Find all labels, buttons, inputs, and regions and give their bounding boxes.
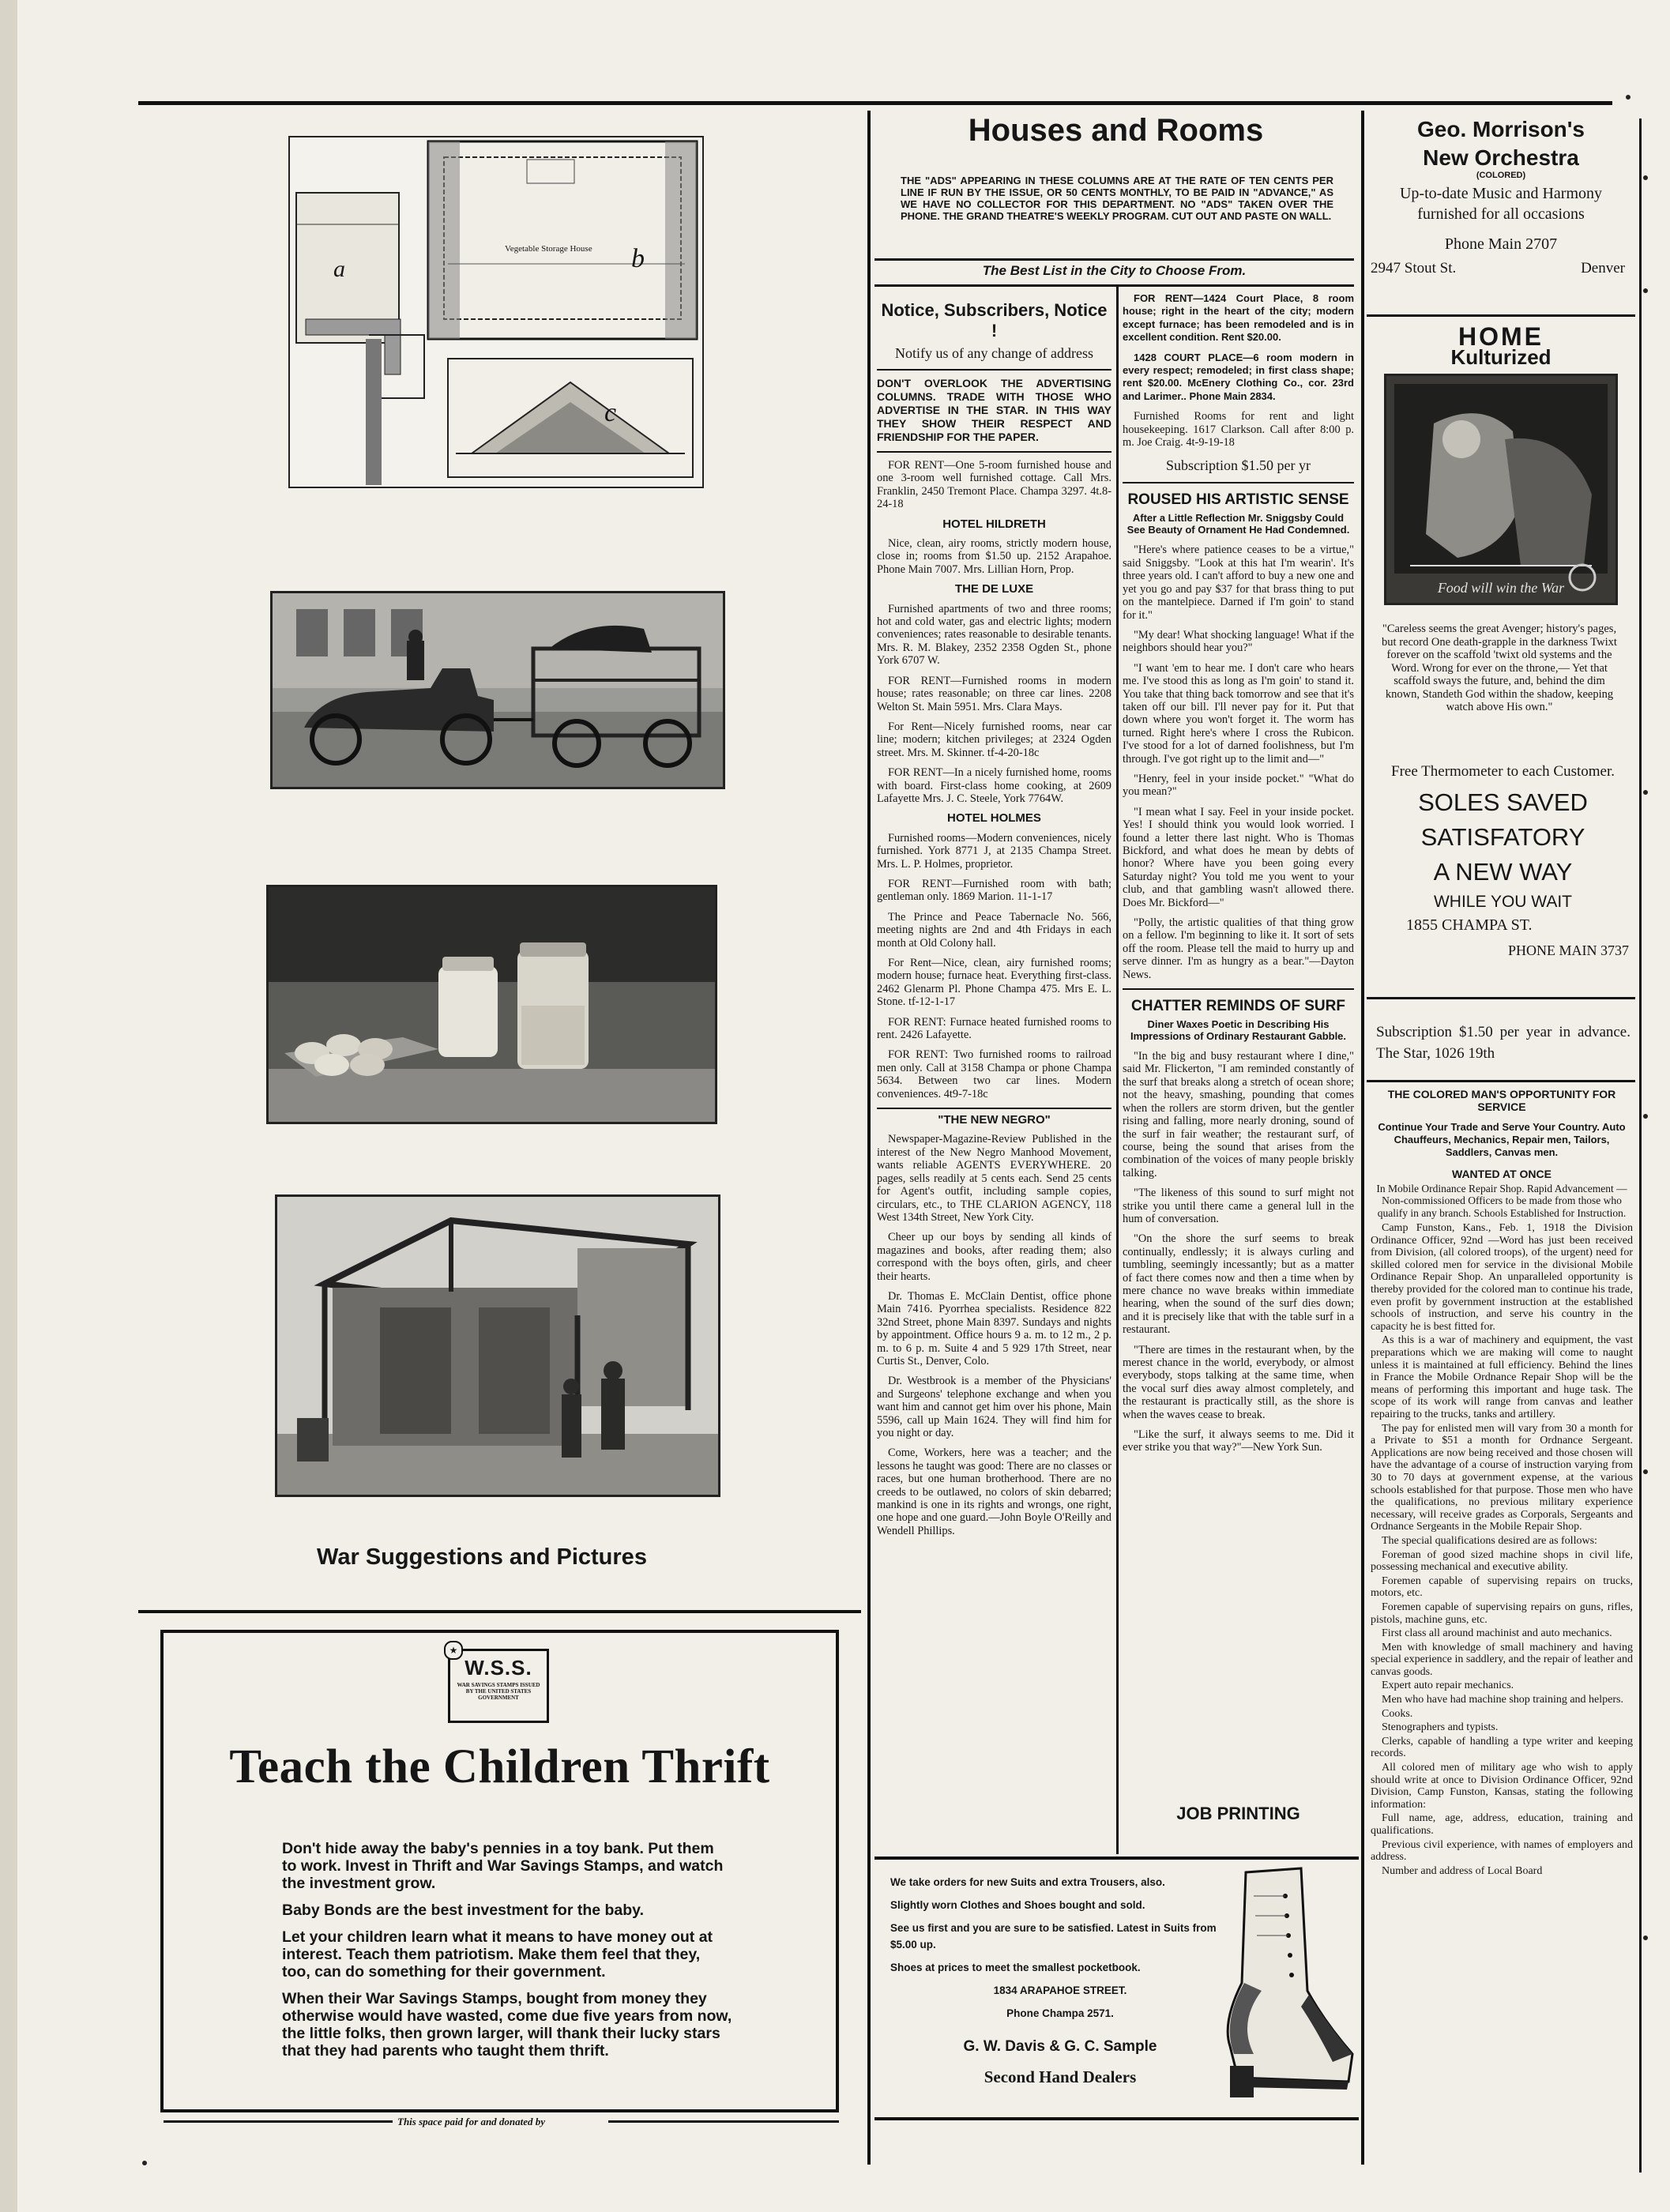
davis-ad-line: 1834 ARAPAHOE STREET. xyxy=(993,1984,1127,1996)
soles-while-you-wait-line: WHILE YOU WAIT xyxy=(1433,893,1572,911)
wss-badge xyxy=(448,1649,549,1723)
classified-ad: Nice, clean, airy rooms, strictly modern house, close in; rooms from $1.50 up. 2152 Arapahoe. Phone Main 7007. Mrs. Lillian Horn, Prop. xyxy=(877,537,1111,576)
notice-text: Notify us of any change of address xyxy=(895,345,1093,361)
binding-dot xyxy=(1643,175,1648,180)
banner-rule-top xyxy=(874,258,1354,261)
home-kulturized-poster xyxy=(1384,374,1618,605)
davis-ad-line: Slightly worn Clothes and Shoes bought and sold. xyxy=(890,1899,1145,1911)
middle-inner-divider xyxy=(1116,286,1119,1854)
story-artistic-sense-subhead: After a Little Reflection Mr. Sniggsby Could See Beauty of Ornament He Had Condemned. xyxy=(1126,512,1350,536)
thrift-ad-body xyxy=(282,1840,732,2060)
story-paragraph: "Polly, the artistic qualities of that thing grow on a fellow. I'm beginning to like it. It sort of sets off the room. Please tell the maid to hurry up and serve dinner. I'm as hungry as a bear."—Dayton News. xyxy=(1123,916,1354,981)
houses-rooms-intro: THE "ADS" APPEARING IN THESE COLUMNS ARE AT THE RATE OF TEN CENTS PER LINE IF RUN BY THE ISSUE, OR 50 CENTS MONTHLY, TO BE PAID IN "ADVANCE," AS WE HAVE NO COLLECTOR FOR THIS DEPARTMENT. NO "ADS" TAKEN OVER THE PHONE. THE GRAND THEATRE'S WEEKLY PROGRAM. CUT OUT AND PASTE ON WALL. xyxy=(901,175,1333,222)
classified-ad: Furnished Rooms for rent and light housekeeping. 1617 Clarkson. Call after 8:00 p. m. Joe Craig. 4t-9-19-18 xyxy=(1123,410,1354,450)
orchestra-address-row xyxy=(1371,257,1631,280)
story-paragraph: "My dear! What shocking language! What if the neighbors should hear you?" xyxy=(1123,628,1354,655)
soles-address: 1855 CHAMPA ST. xyxy=(1406,916,1533,934)
job-printing-heading: JOB PRINTING xyxy=(1176,1804,1300,1823)
left-binding-edge xyxy=(0,0,17,2212)
orchestra-address: 2947 Stout St. xyxy=(1371,260,1457,276)
thrift-paragraph: Don't hide away the baby's pennies in a toy bank. Put them to work. Invest in Thrift and War Savings Stamps, and watch the investment grow. xyxy=(282,1840,724,1892)
classifieds-column-2 xyxy=(1123,292,1354,1853)
soles-saved-ad xyxy=(1371,763,1635,959)
davis-ad-rule-top xyxy=(874,1856,1359,1860)
binding-dot xyxy=(1643,288,1648,293)
orchestra-city: Denver xyxy=(1581,260,1625,276)
thrift-footer-rule xyxy=(164,2120,393,2123)
classified-ad: FOR RENT: Furnace heated furnished rooms to rent. 2426 Lafayette. xyxy=(877,1015,1111,1042)
thrift-ad-footer: This space paid for and donated by xyxy=(397,2116,546,2127)
davis-ad-line: See us first and you are sure to be satisfied. Latest in Suits from $5.00 up. xyxy=(890,1922,1217,1951)
article-paragraph: First class all around machinist and auto mechanics. xyxy=(1382,1627,1612,1640)
home-kulturized-title: HOME xyxy=(1458,322,1544,351)
classified-ad: Newspaper-Magazine-Review Published in the interest of the New Negro Manhood Movement, wants reliable AGENTS EVERYWHERE. 20 pages, sells readily at 5 cents each. Send 25 cents for Agent's outfit, including sample copies, circulars, etc., to THE CLARION AGENCY, 118 West 134th Street, New York City. xyxy=(877,1133,1111,1224)
classified-ad: FOR RENT—Furnished rooms in modern house; rates reasonable; on three car lines. 2208 Welton St. Main 5951. Mrs. Clara Mays. xyxy=(877,674,1111,713)
houses-rooms-title: Houses and Rooms xyxy=(968,113,1264,148)
classified-ad: Cheer up our boys by sending all kinds of magazines and books, after reading them; also correspond with the boys often, girls, and cheer their hearts. xyxy=(877,1231,1111,1283)
binding-dot xyxy=(1643,1114,1648,1119)
hotel-holmes-heading: HOTEL HOLMES xyxy=(947,811,1041,826)
top-rule xyxy=(138,101,1612,105)
car-trailer-image xyxy=(273,593,723,787)
avenger-poem: "Careless seems the great Avenger; history's pages, but record One death-grapple in the darkness Twixt forever on the scaffold 'twixt old systems and the Word. Wrong for ever on the throne,— Yet that scaffold sways the future, and, behind the dim known, Standeth God within the shadow, keeping watch above His own." xyxy=(1382,623,1617,713)
star-subscription-notice: Subscription $1.50 per year in advance. The Star, 1026 19th xyxy=(1376,1024,1631,1062)
classifieds-column-1 xyxy=(877,292,1111,1853)
story-paragraph: "The likeness of this sound to surf might not strike you until there came a general lull in the hum of conversation. xyxy=(1123,1187,1354,1225)
food-jars-image xyxy=(269,887,715,1122)
soles-phone: PHONE MAIN 3737 xyxy=(1508,942,1629,958)
story-rule xyxy=(1123,988,1354,990)
wanted-subtext: In Mobile Ordinance Repair Shop. Rapid Advancement — Non-commissioned Officers to be made from those who qualify in any branch. Schools Established for Instruction. xyxy=(1376,1182,1627,1219)
story-paragraph: "There are times in the restaurant when, by the merest chance in the world, everybody, or almost everybody, stops talking at the same time, when the vocal surf dies away almost completely, and the restaurant is practically still, as the shore is when the waves cease to break. xyxy=(1123,1343,1354,1421)
plan-label-a: a xyxy=(333,256,345,282)
story-paragraph: "I mean what I say. Feel in your inside pocket. Yes! I should think you would look worried. I found a letter there last night. Who is Thomas Bickford, and what does he mean by debts of honor? Where have you been going every Saturday night? You told me you went to your club, and that gambling wasn't allowed there. Does Mr. Bickford—" xyxy=(1123,805,1354,909)
classified-ad: FOR RENT—In a nicely furnished home, rooms with board. First-class home cooking, at 2609 Lafayette Mrs. J. C. Steele, York 7764W. xyxy=(877,766,1111,805)
article-paragraph: Men with knowledge of small machinery and having special experience in saddlery, and the repair of leather and canvas goods. xyxy=(1371,1641,1633,1678)
binding-dot xyxy=(1643,1469,1648,1474)
column-divider-2 xyxy=(1361,111,1364,2165)
curing-shed-photo xyxy=(275,1194,720,1497)
article-paragraph: The pay for enlisted men will vary from 30 a month for a Private to $51 a month for Ordnance Sergeant. Applications are now being received and those chosen will have the advantage of a course of instruction varying from 30 to 70 days at government expense, at the various schools established for that purpose. Those men who have the qualifications, no previous military experience necessary, will receive grades as Corporals, Sergeants and Ordnance Sergeants in the Mobile Repair Shop. xyxy=(1371,1422,1633,1533)
article-paragraph: Foreman of good sized machine shops in civil life, possessing mechanical and executive ability. xyxy=(1371,1548,1633,1574)
car-trailer-photo xyxy=(270,591,725,789)
orchestra-name: Geo. Morrison's xyxy=(1416,117,1585,141)
article-paragraph: Stenographers and typists. xyxy=(1382,1721,1499,1734)
wanted-at-once-heading: WANTED AT ONCE xyxy=(1452,1168,1552,1180)
column-divider-1 xyxy=(867,111,871,2165)
story-paragraph: "Henry, feel in your inside pocket." "What do you mean?" xyxy=(1123,772,1354,799)
classified-ad: Dr. Westbrook is a member of the Physicians' and Surgeons' telephone exchange and when you want him and cannot get him over his phone, Main 5596, call up Main 1624. They will find him for you night or day. xyxy=(877,1375,1111,1439)
war-suggestions-caption: War Suggestions and Pictures xyxy=(317,1544,647,1570)
davis-sample-ad xyxy=(874,1864,1359,2101)
classified-ad: FOR RENT: Two furnished rooms to railroad men only. Call at 3158 Champa or phone Champa 5634. Between two car lines. Modern conveniences. 4t9-7-18c xyxy=(877,1048,1111,1100)
new-negro-heading: "THE NEW NEGRO" xyxy=(938,1113,1051,1127)
article-paragraph: The special qualifications desired are as follows: xyxy=(1382,1534,1597,1547)
banner-rule-bottom xyxy=(874,284,1354,287)
plan-label-b: b xyxy=(631,244,645,273)
article-paragraph: Full name, age, address, education, training and qualifications. xyxy=(1371,1812,1633,1837)
thrift-ad-title: Teach the Children Thrift xyxy=(229,1740,770,1793)
orchestra-ad xyxy=(1371,117,1631,280)
curing-shed-image xyxy=(277,1197,718,1495)
boot-illustration xyxy=(1206,1864,1356,2101)
binding-dot xyxy=(1626,95,1631,100)
colored-man-opportunity-article xyxy=(1371,1088,1633,2146)
notice-subscribers-title: Notice, Subscribers, Notice ! xyxy=(881,300,1108,340)
plan-drawing xyxy=(290,137,702,487)
story-paragraph: "On the shore the surf seems to break continually, endlessly; it is always curling and tumbling, seemingly incessantly; but as a matter of fact there comes now and then a time when by mere chance no wave breaks within immediate hearing, when the sound of the surf dies down; and it is precisely like that with the table surf in a restaurant. xyxy=(1123,1232,1354,1337)
orchestra-rule xyxy=(1367,314,1635,317)
best-list-banner: The Best List in the City to Choose From. xyxy=(982,263,1247,278)
davis-ad-line: Phone Champa 2571. xyxy=(1006,2007,1114,2019)
second-hand-dealers: Second Hand Dealers xyxy=(984,2067,1137,2086)
article-paragraph: Men who have had machine shop training and helpers. xyxy=(1382,1694,1623,1706)
story-paragraph: "In the big and busy restaurant where I dine," said Mr. Flickerton, "I am reminded constantly of the surf that breaks along a stretch of ocean shore; not the heavy, smashing, pounding that comes when the rollers are storm driven, but the gentler rising and falling, more nearly droning, sound of the surf in fair weather; the restaurant surf, of course, being the sound that arises from the combination of the voices of many people briskly talking. xyxy=(1123,1050,1354,1179)
classified-ad: FOR RENT—One 5-room furnished house and one 3-room well furnished cottage. Call Mrs. Franklin, 2450 Tremont Place. Champa 3297. 4t.8-24-18 xyxy=(877,459,1111,511)
free-thermometer-line: Free Thermometer to each Customer. xyxy=(1391,763,1615,780)
plan-label-storage: Vegetable Storage House xyxy=(505,244,592,254)
davis-ad-text xyxy=(890,1874,1230,2022)
classified-ad: Come, Workers, here was a teacher; and the lessons he taught was good: There are no classes or races, but one human brotherhood. There are no creeds to be outlawed, no colors of skin debarred; mankind is one in its rights and wrongs, one right, one hope and one guard.—John Boyle O'Reilly and Wendell Phillips. xyxy=(877,1446,1111,1537)
plan-label-c: c xyxy=(604,398,617,427)
ad-rule xyxy=(877,1108,1111,1109)
article-paragraph: Number and address of Local Board xyxy=(1382,1864,1543,1877)
home-kulturized-subtitle: Kulturized xyxy=(1450,345,1552,369)
story-artistic-sense-headline: ROUSED HIS ARTISTIC SENSE xyxy=(1127,491,1349,509)
article-paragraph: Clerks, capable of handling a type writer and keeping records. xyxy=(1371,1735,1633,1760)
story-paragraph: "I want 'em to hear me. I don't care who hears me. I've stood this as long as I'm goin' to stand it. You take that thing back tomorrow and see that it's taken off our bill. I'll never pay for it. Put that down where you won't forget it. The worm has turned. Right here's where I cross the Rubicon. I've stood for a lot of darned foolishness, but I'm through. I've got right up to the limit and—" xyxy=(1123,661,1354,766)
soles-new-way-line: A NEW WAY xyxy=(1433,858,1573,886)
article-paragraph: Previous civil experience, with names of employers and address. xyxy=(1371,1838,1633,1864)
thrift-paragraph: Baby Bonds are the best investment for the baby. xyxy=(282,1902,644,1919)
soles-satisfactory-line: SATISFATORY xyxy=(1420,823,1585,851)
thrift-paragraph: When their War Savings Stamps, bought from money they otherwise would have wasted, come due five years from now, the little folks, then grown larger, will thank their lucky stars that they had parents who taught them thrift. xyxy=(282,1990,732,2060)
story-surf-headline: CHATTER REMINDS OF SURF xyxy=(1131,998,1345,1015)
orchestra-phone: Phone Main 2707 xyxy=(1444,235,1558,253)
thrift-ad-box xyxy=(160,1630,839,2112)
soles-saved-line: SOLES SAVED xyxy=(1418,788,1588,816)
storage-house-plan-figure xyxy=(288,136,704,488)
hotel-hildreth-heading: HOTEL HILDRETH xyxy=(942,517,1046,531)
davis-ad-rule-bottom xyxy=(874,2117,1359,2120)
ad-rule xyxy=(877,451,1111,453)
overlook-ad: DON'T OVERLOOK THE ADVERTISING COLUMNS. TRADE WITH THOSE WHO ADVERTISE IN THE STAR. IN THIS WAY THEY SHOW THEIR RESPECT AND FRIENDSHIP FOR THE PAPER. xyxy=(877,377,1111,443)
binding-dot xyxy=(142,2161,147,2165)
de-luxe-heading: THE DE LUXE xyxy=(954,582,1034,596)
classified-ad: Dr. Thomas E. McClain Dentist, office phone Main 7416. Pyorrhea specialists. Residence 822 32nd Street, phone Main 8397. Sundays and nights by appointment. Office hours 9 a. m. to 12 m., 2 p. m. to 6 p. m. Suite 4 and 5 929 17th Street, near Curtis St., Denver, Colo. xyxy=(877,1289,1111,1367)
wss-badge-title: W.S.S. xyxy=(465,1656,532,1680)
article-paragraph: All colored men of military age who wish to apply should write at once to Division Ordinance Officer, 92nd Division, Camp Funston, Kansas, stating the following information: xyxy=(1371,1762,1633,1811)
home-poster-image xyxy=(1386,376,1615,603)
davis-ad-line: We take orders for new Suits and extra Trousers, also. xyxy=(890,1876,1165,1888)
subscription-rule xyxy=(1367,1080,1635,1082)
wss-star-icon: ★ xyxy=(444,1641,463,1660)
orchestra-description: Up-to-date Music and Harmony furnished for all occasions xyxy=(1399,185,1603,223)
thrift-paragraph: Let your children learn what it means to have money out at interest. Teach them patriotism. Make them feel that they, too, can do something for their government. xyxy=(282,1928,713,1981)
classified-ad: Furnished apartments of two and three rooms; hot and cold water, gas and electric lights; modern conveniences; rates reasonable to desirable tenants. Mrs. R. M. Blakey, 2352 2358 Ogden St., phone York 6707 W. xyxy=(877,602,1111,668)
article-paragraph: Foremen capable of supervising repairs on trucks, motors, etc. xyxy=(1371,1574,1633,1600)
binding-dot xyxy=(1643,1936,1648,1940)
opportunity-headline: THE COLORED MAN'S OPPORTUNITY FOR SERVICE xyxy=(1387,1088,1616,1113)
opportunity-subhead: Continue Your Trade and Serve Your Country. Auto Chauffeurs, Mechanics, Repair men, Tailors, Saddlers, Canvas men. xyxy=(1378,1121,1626,1158)
binding-dot xyxy=(1643,790,1648,795)
story-paragraph: "Here's where patience ceases to be a virtue," said Sniggsby. "Look at this hat I'm wearin'. It's three years old. I can't afford to buy a new one and yet you go and pay $37 for that brass thing to put on the mantelpiece. Darned if I'm goin' to stand for it." xyxy=(1123,544,1354,622)
article-paragraph: Cooks. xyxy=(1382,1707,1413,1720)
classified-ad: FOR RENT—Furnished room with bath; gentleman only. 1869 Marion. 11-1-17 xyxy=(877,877,1111,904)
left-section-rule xyxy=(138,1610,861,1613)
home-poster-caption: Food will win the War xyxy=(1437,580,1565,596)
notice-rule xyxy=(877,369,1111,371)
wss-badge-subtitle: WAR SAVINGS STAMPS ISSUED BY THE UNITED STATES GOVERNMENT xyxy=(457,1682,540,1701)
soles-rule xyxy=(1367,997,1635,999)
subscription-notice: Subscription $1.50 per yr xyxy=(1166,457,1311,474)
article-paragraph: Expert auto repair mechanics. xyxy=(1382,1680,1514,1692)
story-rule xyxy=(1123,482,1354,483)
thrift-footer-rule xyxy=(608,2120,839,2123)
food-jars-photo xyxy=(266,885,717,1124)
orchestra-colored-tag: (COLORED) xyxy=(1476,171,1526,180)
article-paragraph: Foremen capable of supervising repairs on guns, rifles, pistols, machine guns, etc. xyxy=(1371,1601,1633,1626)
article-paragraph: As this is a war of machinery and equipment, the vast preparations which we are making will come to naught unless it is maintained at full efficiency. Behind the lines in France the Mobile Ordnance Repair Shop will be the means of performing this important and huge task. The scope of its work will range from canvas and leather repairing to the trucks, tanks and artillery. xyxy=(1371,1334,1633,1420)
article-paragraph: Camp Funston, Kans., Feb. 1, 1918 the Division Ordinance Officer, 92nd —Word has just been received from Division, (all colored troops), of the urgent) need for skilled colored men for service in the divisional Mobile Ordinance Repair Shop. An unparalleled opportunity is thereby provided for the colored man to continue his trade, even profit by government instruction at the established schools of instruction, and serve his country in the capacity he is best fitted for. xyxy=(1371,1222,1633,1333)
classified-ad: For Rent—Nicely furnished rooms, near car line; modern; kitchen privileges; at 2324 Ogden street. Mrs. M. Skinner. tf-4-20-18c xyxy=(877,720,1111,759)
classified-ad: FOR RENT—1424 Court Place, 8 room house; right in the heart of the city; modern except furnace; has been remodeled and is in excellent condition. Rent $20.00. xyxy=(1123,292,1354,344)
classified-ad: 1428 COURT PLACE—6 room modern in every respect; remodeled; in first class shape; rent $20.00. McEnery Clothing Co., cor. 23rd and Larimer.. Phone Main 2834. xyxy=(1123,351,1354,402)
story-surf-subhead: Diner Waxes Poetic in Describing His Impressions of Ordinary Restaurant Gabble. xyxy=(1130,1018,1347,1043)
story-paragraph: "Like the surf, it always seems to me. Did it ever strike you that way?"—New York Sun. xyxy=(1123,1428,1354,1454)
classified-ad: For Rent—Nice, clean, airy furnished rooms; modern house; furnace heat. Everything first-class. 2462 Glenarm Pl. Phone Champa 475. Mrs E. L. Stone. tf-12-1-17 xyxy=(877,957,1111,1009)
classified-ad: Furnished rooms—Modern conveniences, nicely furnished. York 8771 J, at 2135 Champa Street. Mrs. L. P. Holmes, proprietor. xyxy=(877,831,1111,871)
davis-sample-names: G. W. Davis & G. C. Sample xyxy=(963,2038,1157,2055)
classified-ad: The Prince and Peace Tabernacle No. 566, meeting nights are 2nd and 4th Fridays in each month at Old Colony hall. xyxy=(877,910,1111,950)
right-margin-rule xyxy=(1639,118,1642,2172)
orchestra-subtitle: New Orchestra xyxy=(1423,145,1579,170)
davis-ad-line: Shoes at prices to meet the smallest pocketbook. xyxy=(890,1962,1141,1973)
